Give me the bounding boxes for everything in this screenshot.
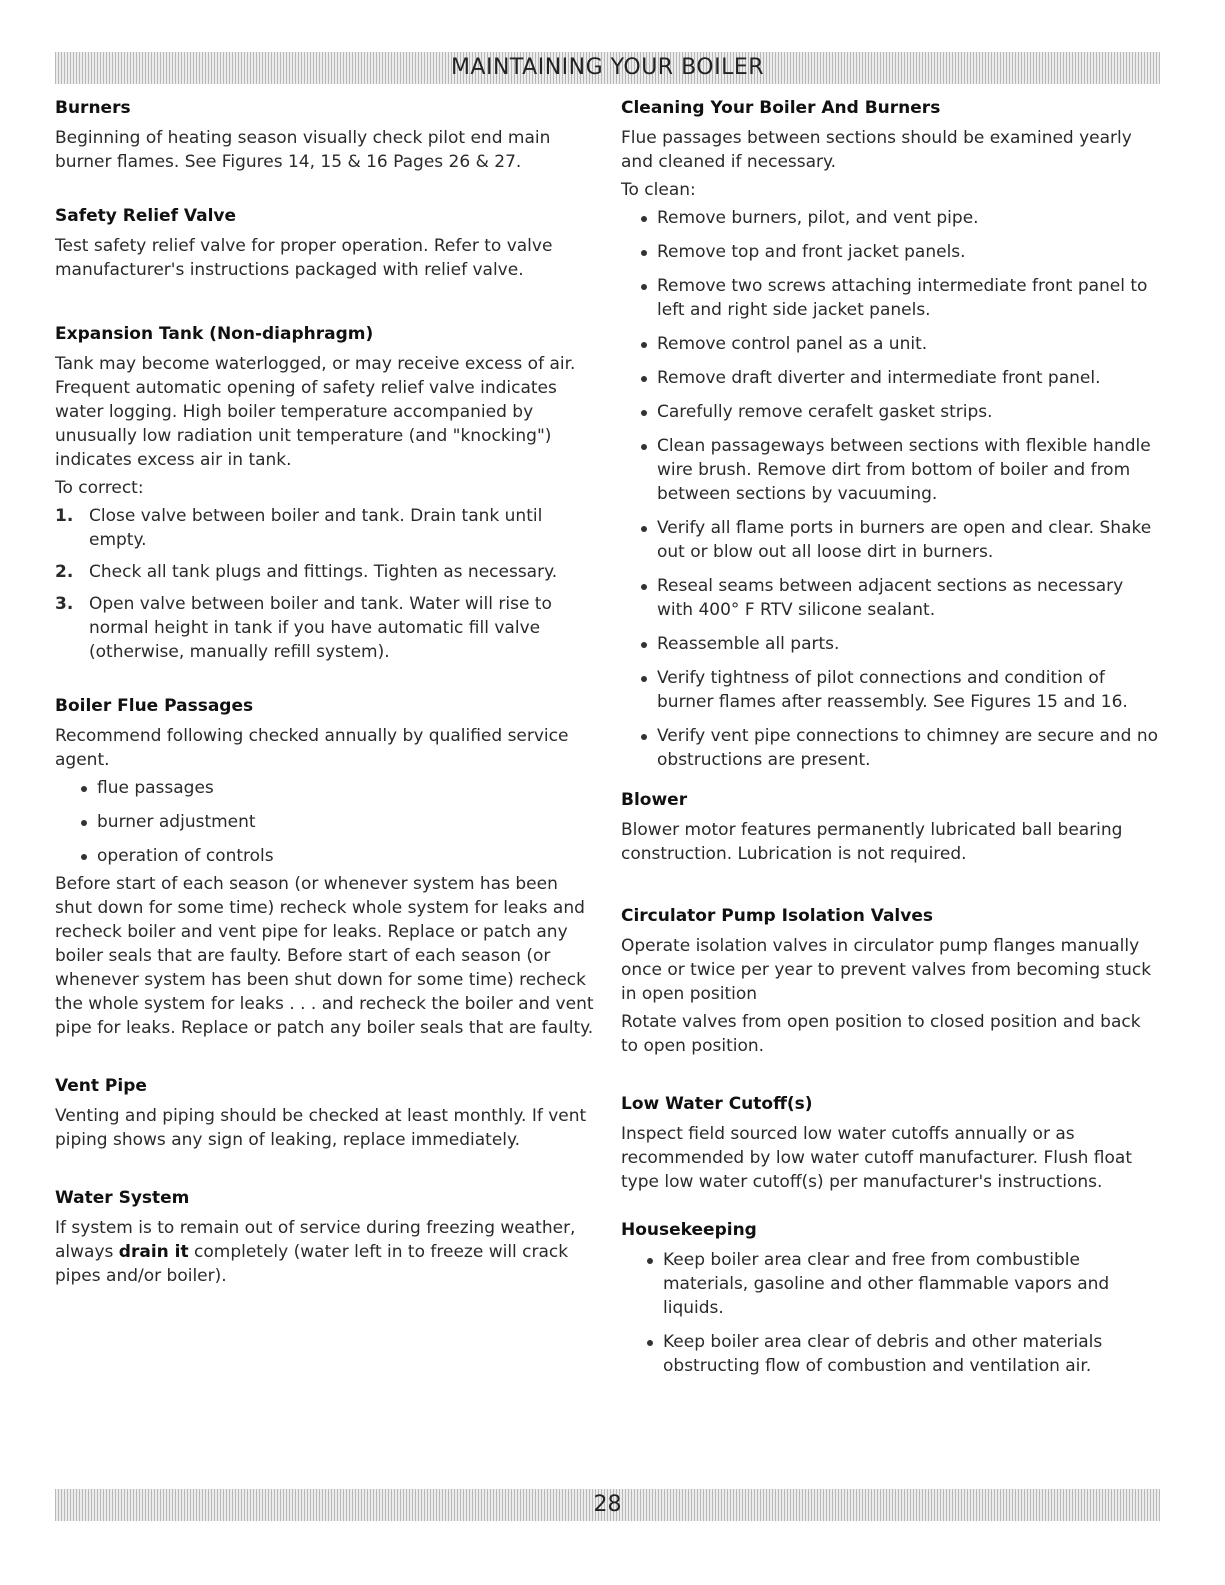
to-correct-label: To correct: — [55, 478, 144, 498]
bullet-icon — [81, 820, 87, 826]
list-item — [621, 434, 1161, 506]
blower-text: Blower motor features permanently lubricated ball bearing construction. Lubrication is not required. — [621, 820, 1123, 864]
footer-bar — [55, 1489, 1160, 1521]
bullet-icon — [641, 526, 647, 532]
list-item-text: Clean passageways between sections with flexible handle wire brush. Remove dirt from bottom of boiler and from between sections by vacuuming. — [657, 436, 1151, 504]
list-item-text: Reassemble all parts. — [657, 634, 840, 654]
page-number: 28 — [593, 1492, 622, 1517]
flue-passages-heading: Boiler Flue Passages — [55, 696, 254, 716]
list-item-text: Keep boiler area clear of debris and other materials obstructing flow of combustion and ventilation air. — [663, 1332, 1103, 1376]
housekeeping-list — [621, 1248, 1161, 1378]
to-clean-label: To clean: — [621, 180, 696, 200]
water-system-heading: Water System — [55, 1188, 190, 1208]
flue-passages-after: Before start of each season (or whenever system has been shut down for some time) recheck whole system for leaks and recheck boiler and vent pipe for leaks. Replace or patch any boiler seals that are faulty. Before start of each season (or whenever system has been shut down for some time) recheck the whole system for leaks . . . and recheck the boiler and vent pipe for leaks. Replace or patch any boiler seals that are faulty. — [55, 874, 594, 1038]
safety-relief-heading: Safety Relief Valve — [55, 206, 237, 226]
vent-pipe-text: Venting and piping should be checked at least monthly. If vent piping shows any sign of leaking, replace immediately. — [55, 1106, 587, 1150]
step-text: Close valve between boiler and tank. Drain tank until empty. — [89, 506, 543, 550]
right-column — [621, 96, 1161, 1408]
bullet-icon — [641, 444, 647, 450]
list-item — [55, 810, 600, 834]
list-item-text: Carefully remove cerafelt gasket strips. — [657, 402, 993, 422]
low-water-text: Inspect field sourced low water cutoffs annually or as recommended by low water cutoff manufacturer. Flush float type low water cutoff(s) per manufacturer's instructions. — [621, 1124, 1132, 1192]
list-item — [621, 1248, 1161, 1320]
housekeeping-section — [621, 1218, 1161, 1378]
list-item-text: Verify tightness of pilot connections and condition of burner flames after reassembly. See Figures 15 and 16. — [657, 668, 1128, 712]
list-item-text: Remove two screws attaching intermediate front panel to left and right side jacket panels. — [657, 276, 1148, 320]
list-item-text: Remove control panel as a unit. — [657, 334, 928, 354]
list-item — [621, 724, 1161, 772]
burners-section — [55, 96, 600, 174]
list-item — [621, 206, 1161, 230]
list-item — [621, 400, 1161, 424]
list-item-text: flue passages — [97, 778, 214, 798]
bullet-icon — [641, 216, 647, 222]
list-item — [55, 776, 600, 800]
list-item-text: Remove burners, pilot, and vent pipe. — [657, 208, 979, 228]
cleaning-text: Flue passages between sections should be examined yearly and cleaned if necessary. — [621, 128, 1132, 172]
correction-steps — [55, 504, 600, 664]
list-item-text: operation of controls — [97, 846, 274, 866]
water-system-section — [55, 1186, 600, 1288]
blower-section — [621, 788, 1161, 866]
housekeeping-heading: Housekeeping — [621, 1220, 757, 1240]
list-item — [621, 632, 1161, 656]
flue-passages-text: Recommend following checked annually by qualified service agent. — [55, 726, 569, 770]
list-item — [621, 240, 1161, 264]
bullet-icon — [641, 676, 647, 682]
header-bar — [55, 52, 1160, 84]
bullet-icon — [641, 342, 647, 348]
bullet-icon — [641, 410, 647, 416]
list-item — [621, 1330, 1161, 1378]
water-text-end: completely (water left in to freeze will crack pipes and/or boiler). — [55, 1242, 569, 1286]
bullet-icon — [641, 250, 647, 256]
bullet-icon — [641, 584, 647, 590]
cleaning-section — [621, 96, 1161, 772]
list-item-text: burner adjustment — [97, 812, 256, 832]
bullet-icon — [81, 854, 87, 860]
step-text: Check all tank plugs and fittings. Tighten as necessary. — [89, 562, 558, 582]
step-item — [55, 504, 600, 552]
circulator-heading: Circulator Pump Isolation Valves — [621, 906, 933, 926]
list-item-text: Remove draft diverter and intermediate front panel. — [657, 368, 1101, 388]
vent-pipe-section — [55, 1074, 600, 1152]
bullet-icon — [641, 642, 647, 648]
bullet-icon — [81, 786, 87, 792]
low-water-heading: Low Water Cutoff(s) — [621, 1094, 813, 1114]
list-item-text: Verify vent pipe connections to chimney are secure and no obstructions are present. — [657, 726, 1159, 770]
circulator-section — [621, 904, 1161, 1058]
bullet-icon — [641, 734, 647, 740]
water-text-bold: drain it — [118, 1242, 189, 1262]
water-system-text — [55, 1216, 600, 1288]
step-text: Open valve between boiler and tank. Water will rise to normal height in tank if you have automatic fill valve (otherwise, manually refill system). — [89, 594, 552, 662]
blower-heading: Blower — [621, 790, 688, 810]
list-item — [621, 516, 1161, 564]
list-item — [55, 844, 600, 868]
list-item-text: Reseal seams between adjacent sections as necessary with 400° F RTV silicone sealant. — [657, 576, 1124, 620]
low-water-section — [621, 1092, 1161, 1194]
list-item-text: Keep boiler area clear and free from combustible materials, gasoline and other flammable vapors and liquids. — [663, 1250, 1110, 1318]
circulator-text-2: Rotate valves from open position to closed position and back to open position. — [621, 1012, 1141, 1056]
circulator-text-1: Operate isolation valves in circulator pump flanges manually once or twice per year to prevent valves from becoming stuck in open position — [621, 936, 1152, 1004]
expansion-tank-text: Tank may become waterlogged, or may receive excess of air. Frequent automatic opening of safety relief valve indicates water logging. High boiler temperature accompanied by unusually low radiation unit temperature (and "knocking") indicates excess air in tank. — [55, 354, 576, 470]
flue-checklist — [55, 776, 600, 868]
burners-heading: Burners — [55, 98, 131, 118]
step-number: 3. — [55, 594, 74, 614]
list-item — [621, 332, 1161, 356]
safety-relief-section — [55, 204, 600, 282]
burners-text: Beginning of heating season visually check pilot end main burner flames. See Figures 14, 15 & 16 Pages 26 & 27. — [55, 128, 551, 172]
flue-passages-section — [55, 694, 600, 1040]
cleaning-steps — [621, 206, 1161, 772]
vent-pipe-heading: Vent Pipe — [55, 1076, 147, 1096]
list-item-text: Verify all flame ports in burners are open and clear. Shake out or blow out all loose dirt in burners. — [657, 518, 1152, 562]
cleaning-heading: Cleaning Your Boiler And Burners — [621, 98, 941, 118]
list-item — [621, 666, 1161, 714]
page-title: MAINTAINING YOUR BOILER — [450, 55, 765, 80]
bullet-icon — [641, 376, 647, 382]
bullet-icon — [641, 284, 647, 290]
step-number: 1. — [55, 506, 74, 526]
water-text-start: If system is to remain out of service during freezing weather, always — [55, 1218, 576, 1262]
list-item — [621, 366, 1161, 390]
list-item — [621, 274, 1161, 322]
bullet-icon — [647, 1340, 653, 1346]
left-column — [55, 96, 600, 1318]
list-item-text: Remove top and front jacket panels. — [657, 242, 966, 262]
step-item — [55, 592, 600, 664]
list-item — [621, 574, 1161, 622]
expansion-tank-section — [55, 322, 600, 664]
expansion-tank-heading: Expansion Tank (Non-diaphragm) — [55, 324, 374, 344]
safety-relief-text: Test safety relief valve for proper operation. Refer to valve manufacturer's instructions packaged with relief valve. — [55, 236, 553, 280]
step-item — [55, 560, 600, 584]
step-number: 2. — [55, 562, 74, 582]
bullet-icon — [647, 1258, 653, 1264]
